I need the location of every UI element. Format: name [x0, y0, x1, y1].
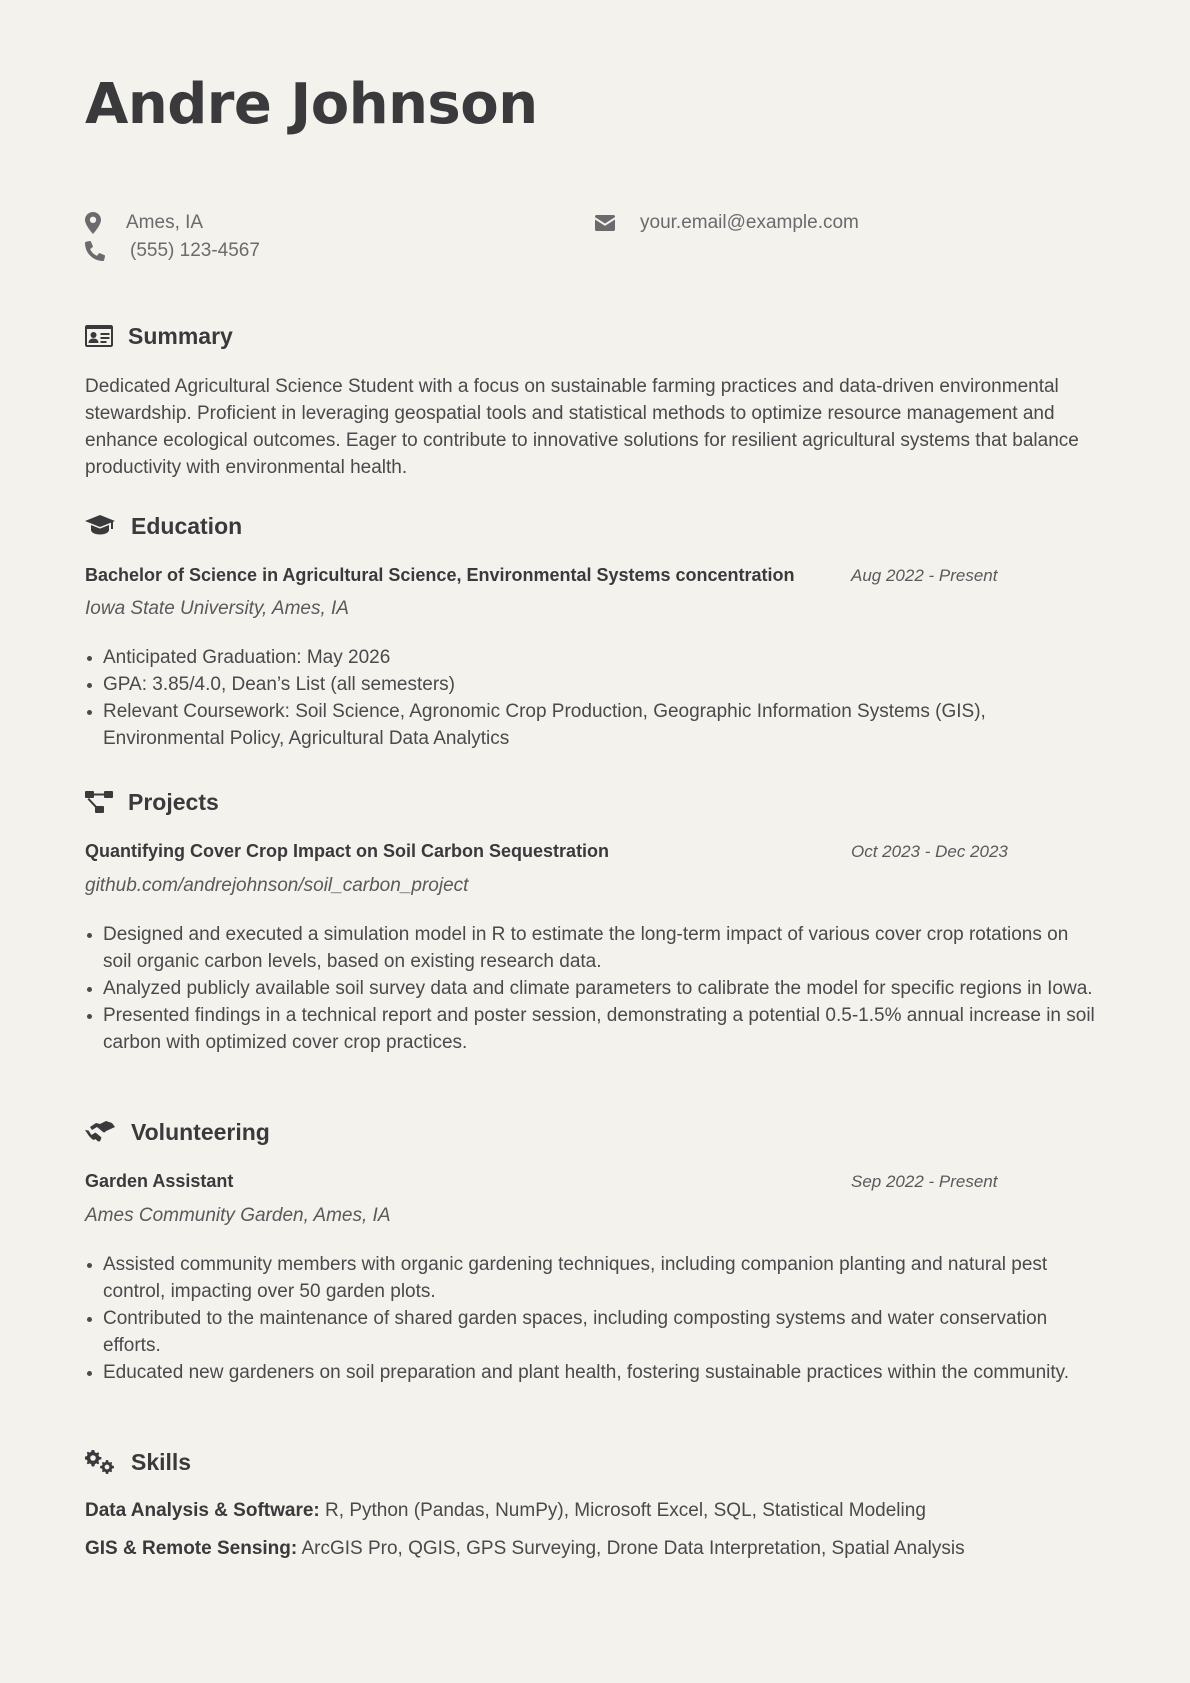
summary-text: Dedicated Agricultural Science Student with a focus on sustainable farming practices and data-driven environmental stewardship. Proficient in leveraging geospatial tools and statistical methods to optimize resource management and enhance ecological outcomes. Eager to contribute to innovative solutions for resilient agricultural systems that balance productivity with environmental health. [85, 376, 1079, 478]
contact-phone [85, 240, 260, 262]
skill-label: Data Analysis & Software: [85, 1500, 320, 1521]
list-item: Analyzed publicly available soil survey data and climate parameters to calibrate the model for specific regions in Iowa. [85, 975, 1095, 1002]
list-item: Relevant Coursework: Soil Science, Agronomic Crop Production, Geographic Information Systems (GIS), Environmental Policy, Agricultural Data Analytics [85, 698, 1095, 752]
list-item: Designed and executed a simulation model in R to estimate the long-term impact of various cover crop rotations on soil organic carbon levels, based on existing research data. [85, 921, 1095, 975]
school-name: Iowa State University, Ames, IA [85, 598, 349, 619]
project-diagram-icon [85, 791, 113, 813]
education-title: Education [131, 512, 243, 539]
volunteer-role: Garden Assistant [85, 1171, 234, 1191]
project-name: Quantifying Cover Crop Impact on Soil Carbon Sequestration [85, 841, 610, 861]
summary-heading [85, 320, 233, 352]
skill-label: GIS & Remote Sensing: [85, 1538, 298, 1559]
list-item: Assisted community members with organic gardening techniques, including companion planting and natural pest control, impacting over 50 garden plots. [85, 1251, 1095, 1305]
projects-heading [85, 786, 219, 818]
education-date: Aug 2022 - Present [851, 566, 998, 585]
contact-email [595, 212, 859, 234]
contact-location [85, 212, 203, 234]
resume-page [85, 0, 1105, 1683]
phone-text: (555) 123-4567 [130, 240, 260, 261]
candidate-name: Andre Johnson [85, 72, 538, 137]
skills-heading [85, 1446, 191, 1478]
list-item: Presented findings in a technical report and poster session, demonstrating a potential 0.5-1.5% annual increase in soil carbon with optimized cover crop practices. [85, 1002, 1095, 1056]
envelope-icon [595, 215, 615, 231]
phone-icon [85, 241, 105, 261]
skills-title: Skills [131, 1448, 192, 1475]
volunteering-heading [85, 1116, 270, 1148]
email-link[interactable]: your.email@example.com [640, 212, 859, 233]
skill-value: R, Python (Pandas, NumPy), Microsoft Excel, SQL, Statistical Modeling [325, 1500, 926, 1521]
map-marker-icon [85, 212, 101, 234]
skill-row [85, 1538, 965, 1560]
list-item: Anticipated Graduation: May 2026 [85, 644, 1095, 671]
volunteer-bullets [85, 1251, 1095, 1386]
summary-title: Summary [128, 322, 233, 349]
list-item: Contributed to the maintenance of shared garden spaces, including composting systems and water conservation efforts. [85, 1305, 1095, 1359]
projects-title: Projects [128, 788, 219, 815]
list-item: GPA: 3.85/4.0, Dean’s List (all semesters) [85, 671, 1095, 698]
list-item: Educated new gardeners on soil preparation and plant health, fostering sustainable practices within the community. [85, 1359, 1095, 1386]
handshake-icon [85, 1121, 115, 1143]
skill-row [85, 1500, 926, 1522]
project-link[interactable]: github.com/andrejohnson/soil_carbon_project [85, 875, 469, 896]
volunteer-date: Sep 2022 - Present [851, 1172, 998, 1191]
location-text: Ames, IA [126, 212, 204, 233]
id-card-icon [85, 325, 113, 347]
volunteer-org: Ames Community Garden, Ames, IA [85, 1205, 391, 1226]
education-heading [85, 510, 242, 542]
gears-icon [85, 1450, 115, 1474]
graduation-cap-icon [85, 515, 115, 537]
skill-value: ArcGIS Pro, QGIS, GPS Surveying, Drone Data Interpretation, Spatial Analysis [301, 1538, 965, 1559]
project-date: Oct 2023 - Dec 2023 [851, 842, 1008, 861]
education-bullets [85, 644, 1095, 752]
project-bullets [85, 921, 1095, 1056]
volunteering-title: Volunteering [131, 1118, 270, 1145]
degree-title: Bachelor of Science in Agricultural Science, Environmental Systems concentration [85, 565, 795, 585]
